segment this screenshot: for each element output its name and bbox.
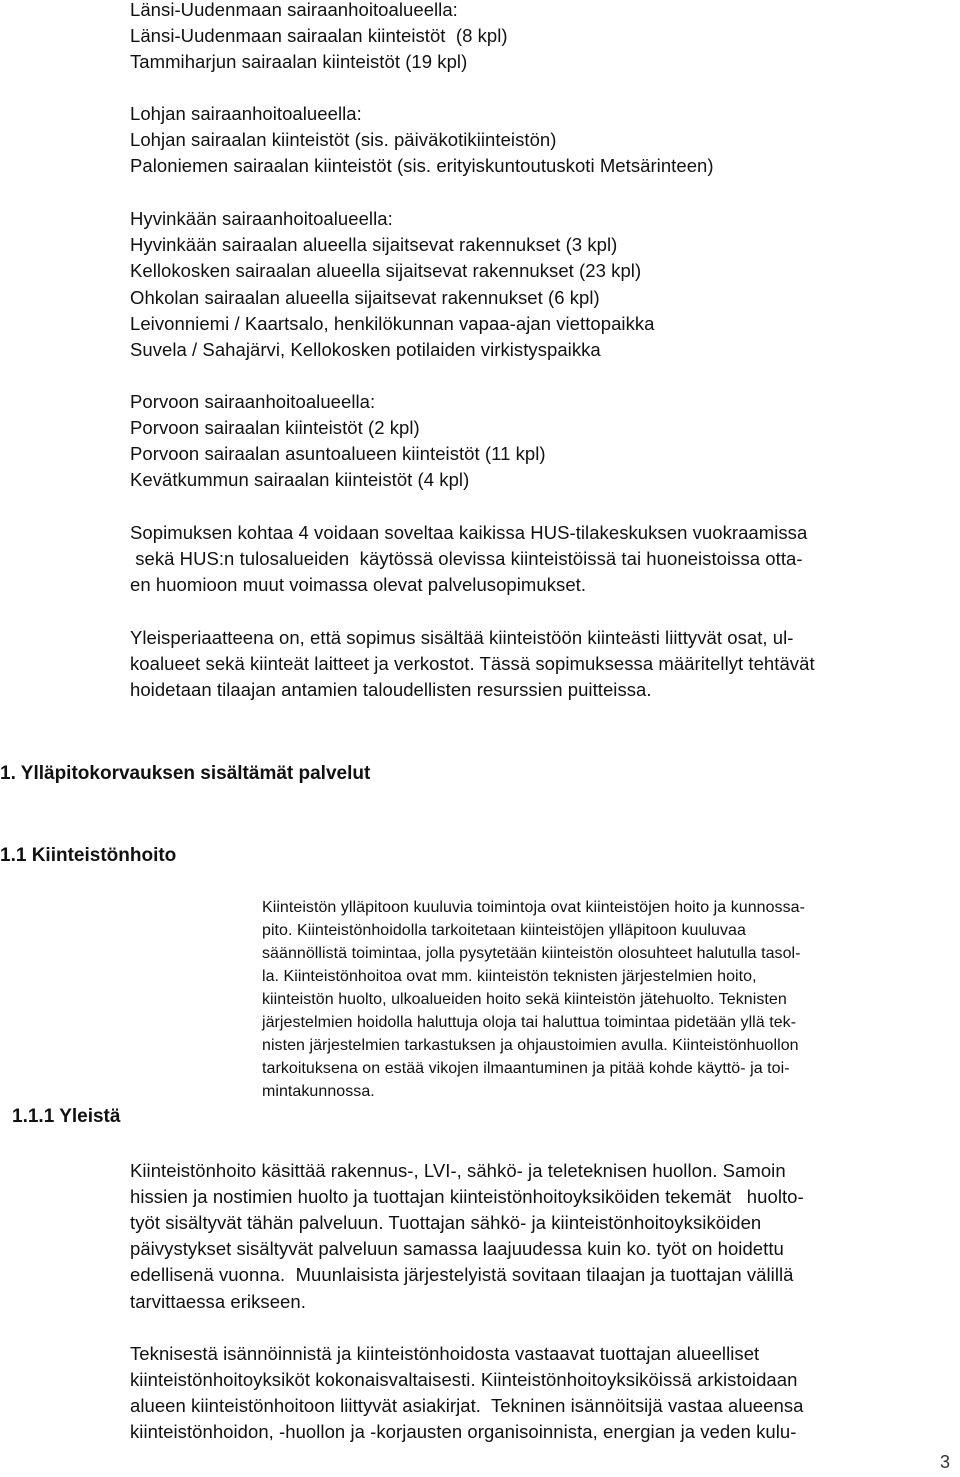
region-item: Kevätkummun sairaalan kiinteistöt (4 kpl) xyxy=(130,469,470,490)
region-item: Lohjan sairaalan kiinteistöt (sis. päiväkotikiinteistön) xyxy=(130,129,557,150)
intro-line: la. Kiinteistönhoitoa ovat mm. kiinteistön teknisten järjestelmien hoito, xyxy=(262,968,757,985)
paragraph-line: Yleisperiaatteena on, että sopimus sisältää kiinteistöön kiinteästi liittyvät osat, ul- xyxy=(130,627,794,648)
intro-line: Kiinteistön ylläpitoon kuuluvia toimintoja ovat kiinteistöjen hoito ja kunnossa- xyxy=(262,899,805,916)
heading-section-1-1-1: 1.1.1 Yleistä xyxy=(12,1106,121,1127)
intro-line: tarkoituksena on estää vikojen ilmaantuminen ja pitää kohde käyttö- ja toi- xyxy=(262,1060,790,1077)
region-item: Suvela / Sahajärvi, Kellokosken potilaiden virkistyspaikka xyxy=(130,339,601,360)
paragraph-line: kiinteistönhoitoyksiköt kokonaisvaltaisesti. Kiinteistönhoitoyksiköissä arkistoidaan xyxy=(130,1369,798,1390)
heading-section-1: 1. Ylläpitokorvauksen sisältämät palvelut xyxy=(0,763,371,784)
paragraph-line: koalueet sekä kiinteät laitteet ja verkostot. Tässä sopimuksessa määritellyt tehtävät xyxy=(130,653,815,674)
paragraph-line: hissien ja nostimien huolto ja tuottajan kiinteistönhoitoyksiköiden tekemät huolto- xyxy=(130,1186,804,1207)
region-title-lansi-uusimaa: Länsi-Uudenmaan sairaanhoitoalueella: xyxy=(130,0,458,20)
intro-line: kiinteistön huolto, ulkoalueiden hoito sekä kiinteistön jätehuolto. Teknisten xyxy=(262,991,787,1008)
region-title-lohja: Lohjan sairaanhoitoalueella: xyxy=(130,103,362,124)
paragraph-line: tarvittaessa erikseen. xyxy=(130,1291,306,1312)
intro-line: järjestelmien hoidolla haluttuja oloja tai haluttua toimintaa pidetään yllä tek- xyxy=(262,1014,797,1031)
paragraph-line: kiinteistönhoidon, -huollon ja -korjausten organisoinnista, energian ja veden kulu- xyxy=(130,1421,797,1442)
region-title-hyvinkaa: Hyvinkään sairaanhoitoalueella: xyxy=(130,208,393,229)
paragraph-line: Sopimuksen kohtaa 4 voidaan soveltaa kaikissa HUS-tilakeskuksen vuokraamissa xyxy=(130,522,808,543)
paragraph-line: työt sisältyvät tähän palveluun. Tuottajan sähkö- ja kiinteistönhoitoyksiköiden xyxy=(130,1212,762,1233)
region-item: Länsi-Uudenmaan sairaalan kiinteistöt (8 kpl) xyxy=(130,25,508,46)
region-item: Tammiharjun sairaalan kiinteistöt (19 kpl) xyxy=(130,51,468,72)
intro-line: pito. Kiinteistönhoidolla tarkoitetaan kiinteistöjen ylläpitoon kuuluvaa xyxy=(262,922,746,939)
intro-line: mintakunnossa. xyxy=(262,1083,375,1100)
region-item: Paloniemen sairaalan kiinteistöt (sis. erityiskuntoutuskoti Metsärinteen) xyxy=(130,155,714,176)
paragraph-line: sekä HUS:n tulosalueiden käytössä olevissa kiinteistöissä tai huoneistoissa otta- xyxy=(130,548,803,569)
region-item: Porvoon sairaalan kiinteistöt (2 kpl) xyxy=(130,417,420,438)
region-item: Leivonniemi / Kaartsalo, henkilökunnan vapaa-ajan viettopaikka xyxy=(130,313,655,334)
paragraph-line: päivystykset sisältyvät palveluun samassa laajuudessa kuin ko. työt on hoidettu xyxy=(130,1238,784,1259)
region-item: Hyvinkään sairaalan alueella sijaitsevat rakennukset (3 kpl) xyxy=(130,234,618,255)
paragraph-line: alueen kiinteistönhoitoon liittyvät asiakirjat. Tekninen isännöitsijä vastaa alueensa xyxy=(130,1395,804,1416)
region-item: Ohkolan sairaalan alueella sijaitsevat rakennukset (6 kpl) xyxy=(130,287,600,308)
paragraph-line: edellisenä vuonna. Muunlaisista järjestelyistä sovitaan tilaajan ja tuottajan välillä xyxy=(130,1264,794,1285)
intro-line: nisten järjestelmien tarkastuksen ja ohjaustoimien avulla. Kiinteistönhuollon xyxy=(262,1037,799,1054)
paragraph-line: hoidetaan tilaajan antamien taloudellisten resurssien puitteissa. xyxy=(130,679,652,700)
paragraph-line: Kiinteistönhoito käsittää rakennus-, LVI-, sähkö- ja teleteknisen huollon. Samoin xyxy=(130,1160,786,1181)
heading-section-1-1: 1.1 Kiinteistönhoito xyxy=(0,845,177,866)
region-item: Kellokosken sairaalan alueella sijaitsevat rakennukset (23 kpl) xyxy=(130,260,642,281)
intro-line: säännöllistä toimintaa, jolla pysytetään kiinteistön olosuhteet halutulla tasol- xyxy=(262,945,801,962)
paragraph-line: en huomioon muut voimassa olevat palvelusopimukset. xyxy=(130,574,587,595)
region-item: Porvoon sairaalan asuntoalueen kiinteistöt (11 kpl) xyxy=(130,443,546,464)
page-number: 3 xyxy=(940,1452,951,1472)
paragraph-line: Teknisestä isännöinnistä ja kiinteistönhoidosta vastaavat tuottajan alueelliset xyxy=(130,1343,760,1364)
region-title-porvoo: Porvoon sairaanhoitoalueella: xyxy=(130,391,376,412)
